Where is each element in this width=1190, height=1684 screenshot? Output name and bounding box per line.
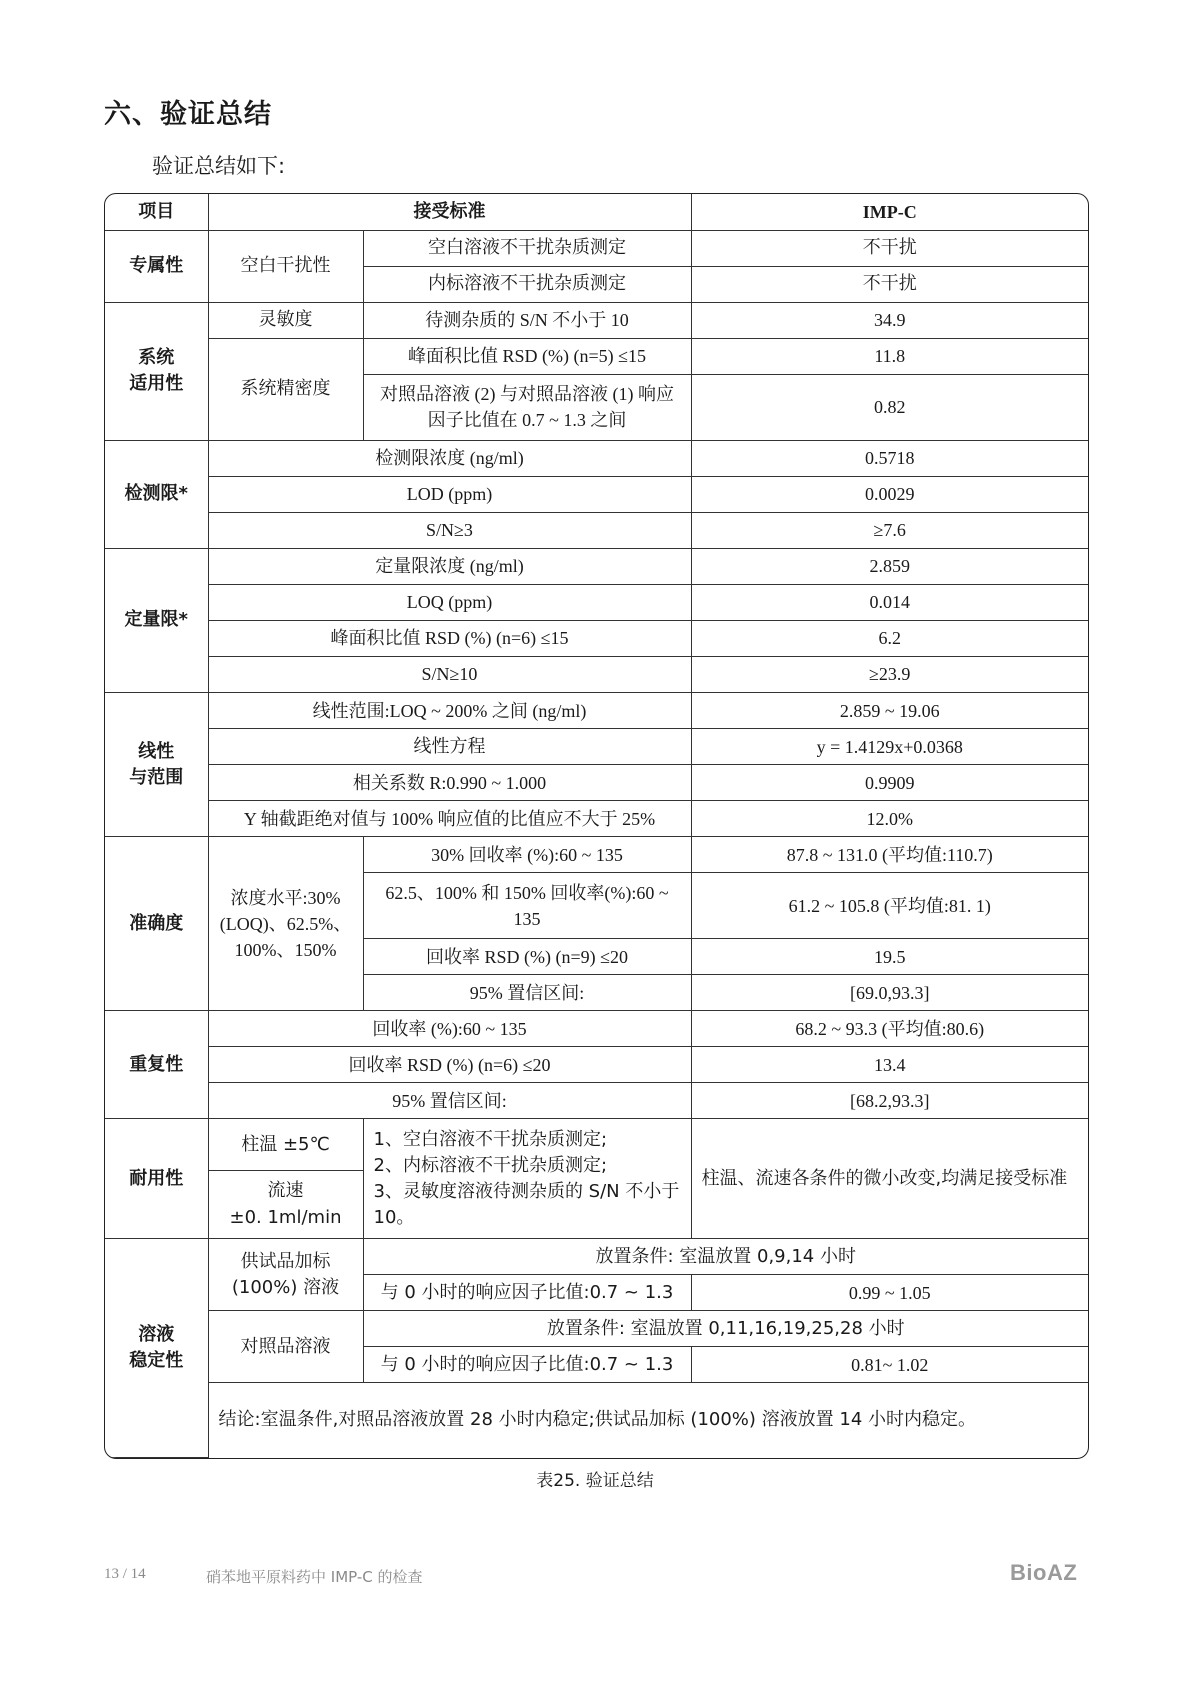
- subcategory-cell: 流速 ±0. 1ml/min: [208, 1171, 363, 1239]
- result-cell: 19.5: [691, 939, 1088, 975]
- result-cell: ≥7.6: [691, 512, 1088, 548]
- criterion-cell: 95% 置信区间:: [363, 975, 691, 1011]
- table-row: [105, 765, 1088, 801]
- table-row: [105, 584, 1088, 620]
- criterion-cell: 线性方程: [208, 729, 691, 765]
- result-cell: 0.5718: [691, 440, 1088, 476]
- subcategory-cell: 系统精密度: [208, 338, 363, 440]
- criterion-cell: 峰面积比值 RSD (%) (n=6) ≤15: [208, 620, 691, 656]
- result-cell: 0.9909: [691, 765, 1088, 801]
- criterion-cell: 峰面积比值 RSD (%) (n=5) ≤15: [363, 338, 691, 374]
- conclusion-cell: 结论:室温条件,对照品溶液放置 28 小时内稳定;供试品加标 (100%) 溶液放置 14 小时内稳定。: [208, 1383, 1088, 1458]
- criterion-cell: 空白溶液不干扰杂质测定: [363, 230, 691, 266]
- table-row: [105, 1383, 1088, 1458]
- result-cell: 0.0029: [691, 476, 1088, 512]
- table-row: [105, 693, 1088, 729]
- result-cell: 2.859 ~ 19.06: [691, 693, 1088, 729]
- table-row: [105, 1011, 1088, 1047]
- category-cell: 系统 适用性: [105, 302, 208, 440]
- result-cell: 0.82: [691, 374, 1088, 440]
- subcategory-cell: 灵敏度: [208, 302, 363, 338]
- criterion-cell: S/N≥10: [208, 656, 691, 692]
- subcategory-cell: 浓度水平:30% (LOQ)、62.5%、100%、150%: [208, 837, 363, 1011]
- criterion-cell: 线性范围:LOQ ~ 200% 之间 (ng/ml): [208, 693, 691, 729]
- criterion-cell: 定量限浓度 (ng/ml): [208, 548, 691, 584]
- criterion-cell: 对照品溶液 (2) 与对照品溶液 (1) 响应因子比值在 0.7 ~ 1.3 之间: [363, 374, 691, 440]
- result-cell: [69.0,93.3]: [691, 975, 1088, 1011]
- result-cell: 2.859: [691, 548, 1088, 584]
- result-cell: ≥23.9: [691, 656, 1088, 692]
- table-row: [105, 302, 1088, 338]
- category-cell: 耐用性: [105, 1119, 208, 1239]
- criterion-cell: 1、空白溶液不干扰杂质测定; 2、内标溶液不干扰杂质测定; 3、灵敏度溶液待测杂质的 S/N 不小于 10。: [363, 1119, 691, 1239]
- table-row: [105, 230, 1088, 266]
- table-row: [105, 548, 1088, 584]
- summary-table: [104, 193, 1089, 1459]
- result-cell: 不干扰: [691, 266, 1088, 302]
- condition-cell: 放置条件: 室温放置 0,9,14 小时: [363, 1239, 1088, 1275]
- criterion-cell: 待测杂质的 S/N 不小于 10: [363, 302, 691, 338]
- section-title: 六、验证总结: [104, 99, 272, 130]
- table-row: [105, 1239, 1088, 1275]
- intro-text: 验证总结如下:: [152, 154, 286, 178]
- criterion-cell: 与 0 小时的响应因子比值:0.7 ~ 1.3: [363, 1275, 691, 1311]
- table-row: [105, 801, 1088, 837]
- result-cell: 34.9: [691, 302, 1088, 338]
- result-cell: 柱温、流速各条件的微小改变,均满足接受标准: [691, 1119, 1088, 1239]
- result-cell: 0.99 ~ 1.05: [691, 1275, 1088, 1311]
- condition-cell: 放置条件: 室温放置 0,11,16,19,25,28 小时: [363, 1311, 1088, 1347]
- table-row: [105, 1311, 1088, 1347]
- result-cell: [68.2,93.3]: [691, 1083, 1088, 1119]
- table-header-row: [105, 194, 1088, 230]
- subcategory-cell: 柱温 ±5℃: [208, 1119, 363, 1171]
- table-caption: 表25. 验证总结: [536, 1471, 654, 1491]
- result-cell: 87.8 ~ 131.0 (平均值:110.7): [691, 837, 1088, 873]
- category-cell: 溶液 稳定性: [105, 1239, 208, 1458]
- table-row: [105, 837, 1088, 873]
- category-cell: 定量限*: [105, 548, 208, 692]
- criterion-cell: 检测限浓度 (ng/ml): [208, 440, 691, 476]
- table-row: [105, 1119, 1088, 1171]
- criterion-cell: LOD (ppm): [208, 476, 691, 512]
- result-cell: 12.0%: [691, 801, 1088, 837]
- header-result: IMP-C: [691, 194, 1088, 230]
- criterion-cell: S/N≥3: [208, 512, 691, 548]
- header-criteria: 接受标准: [208, 194, 691, 230]
- criterion-cell: Y 轴截距绝对值与 100% 响应值的比值应不大于 25%: [208, 801, 691, 837]
- criterion-cell: 回收率 (%):60 ~ 135: [208, 1011, 691, 1047]
- table-row: [105, 1047, 1088, 1083]
- category-cell: 重复性: [105, 1011, 208, 1119]
- result-cell: 不干扰: [691, 230, 1088, 266]
- category-cell: 准确度: [105, 837, 208, 1011]
- result-cell: 0.014: [691, 584, 1088, 620]
- table-row: [105, 512, 1088, 548]
- subcategory-cell: 空白干扰性: [208, 230, 363, 302]
- page-number: 13 / 14: [104, 1566, 146, 1582]
- criterion-cell: 95% 置信区间:: [208, 1083, 691, 1119]
- category-cell: 检测限*: [105, 440, 208, 548]
- table-row: [105, 656, 1088, 692]
- brand-logo: BioAZ: [1010, 1560, 1078, 1585]
- result-cell: 13.4: [691, 1047, 1088, 1083]
- criterion-cell: 62.5、100% 和 150% 回收率(%):60 ~ 135: [363, 873, 691, 939]
- criterion-cell: LOQ (ppm): [208, 584, 691, 620]
- header-item: 项目: [105, 194, 208, 230]
- result-cell: 0.81~ 1.02: [691, 1347, 1088, 1383]
- table-row: [105, 620, 1088, 656]
- criterion-cell: 30% 回收率 (%):60 ~ 135: [363, 837, 691, 873]
- table-row: [105, 1083, 1088, 1119]
- document-title: 硝苯地平原料药中 IMP-C 的检查: [206, 1568, 423, 1586]
- subcategory-cell: 对照品溶液: [208, 1311, 363, 1383]
- criterion-cell: 回收率 RSD (%) (n=9) ≤20: [363, 939, 691, 975]
- result-cell: 68.2 ~ 93.3 (平均值:80.6): [691, 1011, 1088, 1047]
- criterion-cell: 与 0 小时的响应因子比值:0.7 ~ 1.3: [363, 1347, 691, 1383]
- criterion-cell: 相关系数 R:0.990 ~ 1.000: [208, 765, 691, 801]
- table-row: [105, 729, 1088, 765]
- category-cell: 专属性: [105, 230, 208, 302]
- table-row: [105, 440, 1088, 476]
- result-cell: 6.2: [691, 620, 1088, 656]
- result-cell: 11.8: [691, 338, 1088, 374]
- table-row: [105, 338, 1088, 374]
- table-row: [105, 476, 1088, 512]
- result-cell: 61.2 ~ 105.8 (平均值:81. 1): [691, 873, 1088, 939]
- subcategory-cell: 供试品加标 (100%) 溶液: [208, 1239, 363, 1311]
- result-cell: y = 1.4129x+0.0368: [691, 729, 1088, 765]
- criterion-cell: 回收率 RSD (%) (n=6) ≤20: [208, 1047, 691, 1083]
- criterion-cell: 内标溶液不干扰杂质测定: [363, 266, 691, 302]
- category-cell: 线性 与范围: [105, 693, 208, 837]
